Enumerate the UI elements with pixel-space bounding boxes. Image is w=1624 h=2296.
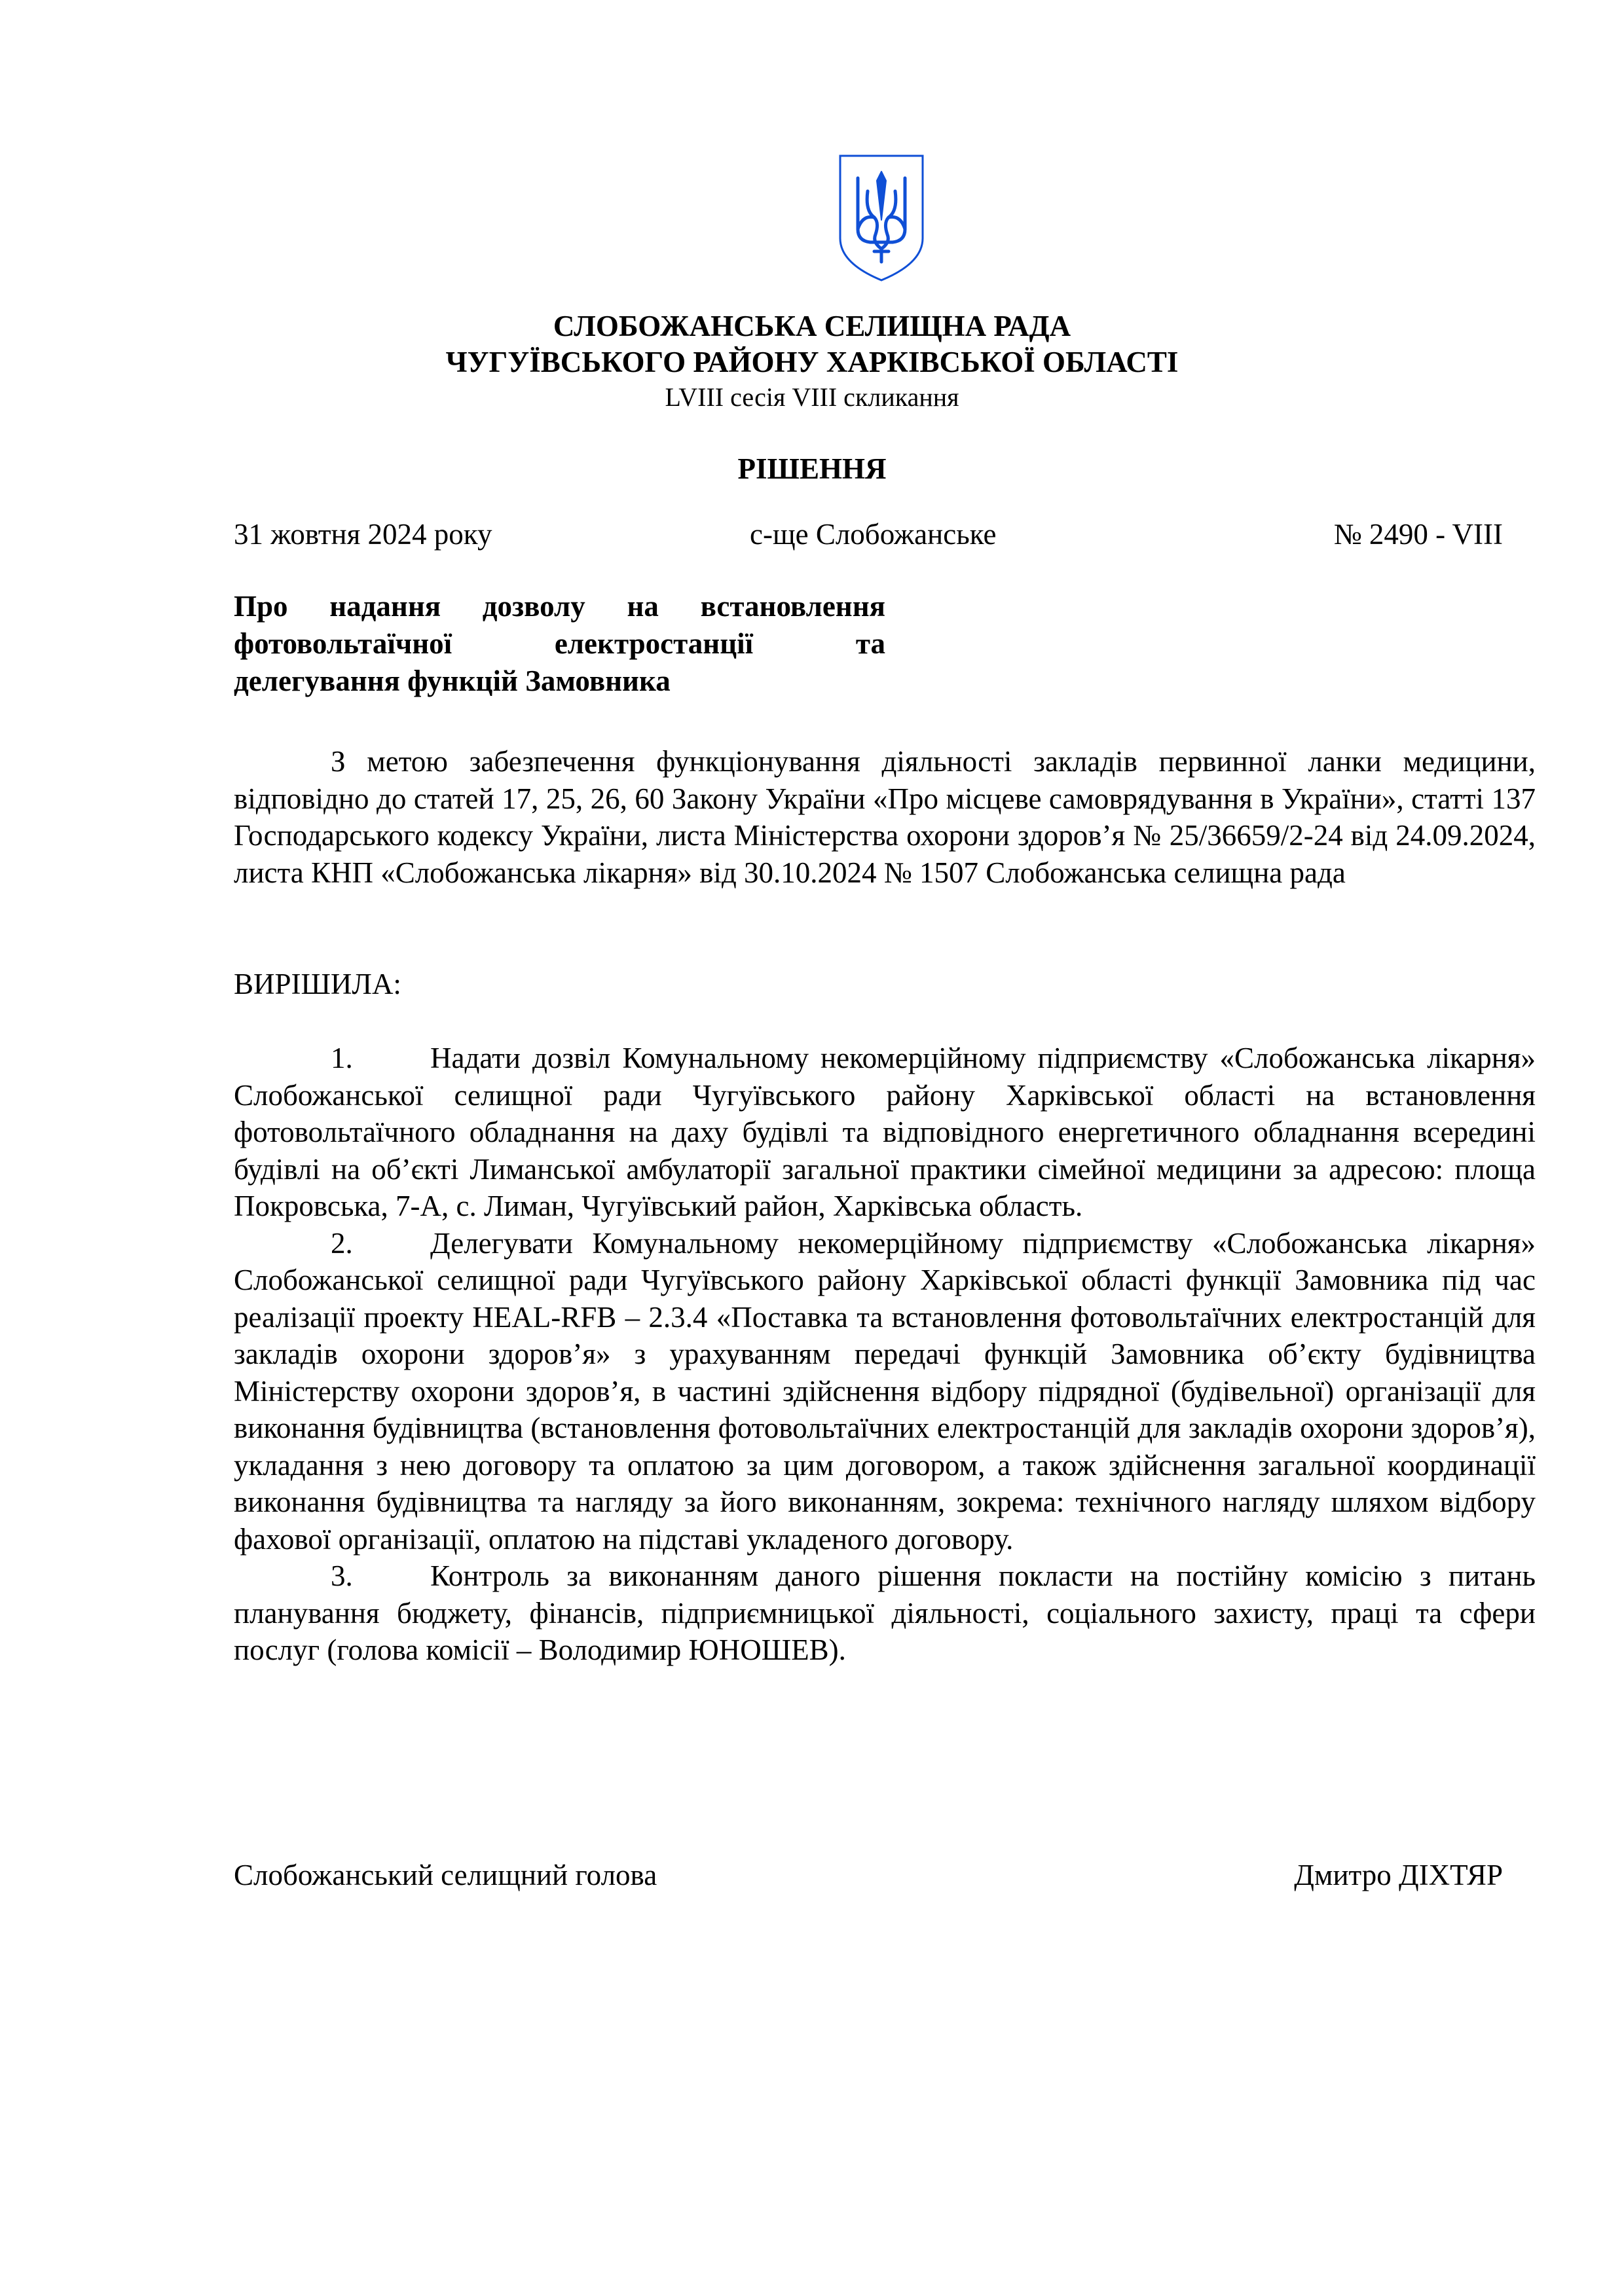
coat-of-arms-icon (836, 152, 927, 283)
subject-line: Про надання дозволу на встановлення (234, 590, 885, 623)
item-number: 3. (331, 1559, 353, 1592)
document-type: РІШЕННЯ (737, 452, 887, 485)
document-meta (234, 516, 1503, 553)
resolved-heading: ВИРІШИЛА: (234, 968, 401, 1000)
item-text: Контроль за виконанням даного рішення покласти на постійну комісію з питань планування бюджету, фінансів, підприємницької діяльності, соціального захисту, праці та сфери послуг (голова комісії – Володимир ЮНОШЕВ). (234, 1559, 1536, 1666)
decision-item (234, 1225, 1536, 1558)
council-name: СЛОБОЖАНСЬКА СЕЛИЩНА РАДА (553, 310, 1071, 342)
session-line: LVIII сесія VIII скликання (665, 382, 959, 412)
district-name: ЧУГУЇВСЬКОГО РАЙОНУ ХАРКІВСЬКОЇ ОБЛАСТІ (445, 346, 1179, 378)
item-number: 1. (331, 1042, 353, 1074)
signature-block (234, 1857, 1503, 1893)
item-number: 2. (331, 1226, 353, 1260)
decision-item (234, 1040, 1536, 1225)
signatory-name: Дмитро ДІХТЯР (1294, 1859, 1503, 1891)
subject-line: фотовольтаїчної електростанції та (234, 627, 885, 660)
decision-items (234, 1040, 1536, 1669)
decision-date: 31 жовтня 2024 року (234, 518, 492, 551)
decision-subject (234, 588, 885, 700)
signatory-title: Слобожанський селищний голова (234, 1859, 657, 1891)
decision-item (234, 1558, 1536, 1669)
preamble-paragraph: З метою забезпечення функціонування діяльності закладів первинної ланки медицини, відповідно до статей 17, 25, 26, 60 Закону України «Про місцеве самоврядування в України», статті 137 Господарського кодексу України, листа Міністерства охорони здоров’я № 25/36659/2-24 від 24.09.2024, листа КНП «Слобожанська лікарня» від 30.10.2024 № 1507 Слобожанська селищна рада (234, 745, 1536, 889)
item-text: Делегувати Комунальному некомерційному підприємству «Слобожанська лікарня» Слобожанської селищної ради Чугуївського району Харківської області функції Замовника під час реалізації проекту HEAL-RFB – 2.3.4 «Поставка та встановлення фотовольтаїчних електростанцій для закладів охорони здоров’я» з урахуванням передачі функцій Замовника об’єкту будівництва Міністерству охорони здоров’я, в частині здійснення відбору підрядної (будівельної) організації для виконання будівництва (встановлення фотовольтаїчних електростанцій для закладів охорони здоров’я), укладання з нею договору та оплатою за цим договором, а також здійснення загальної координації виконання будівництва та нагляду за його виконанням, зокрема: технічного нагляду шляхом відбору фахової організації, оплатою на підставі укладеного договору. (234, 1226, 1536, 1556)
item-text: Надати дозвіл Комунальному некомерційному підприємству «Слобожанська лікарня» Слобожанської селищної ради Чугуївського району Харківської області на встановлення фотовольтаїчного обладнання на даху будівлі та відповідного енергетичного обладнання всередині будівлі на об’єкті Лиманської амбулаторії загальної практики сімейної медицини за адресою: площа Покровська, 7-А, с. Лиман, Чугуївський район, Харківська область. (234, 1042, 1536, 1222)
decision-number: № 2490 - VIII (1333, 518, 1503, 551)
decision-place: с-ще Слобожанське (750, 518, 997, 551)
subject-line: делегування функцій Замовника (234, 665, 671, 697)
